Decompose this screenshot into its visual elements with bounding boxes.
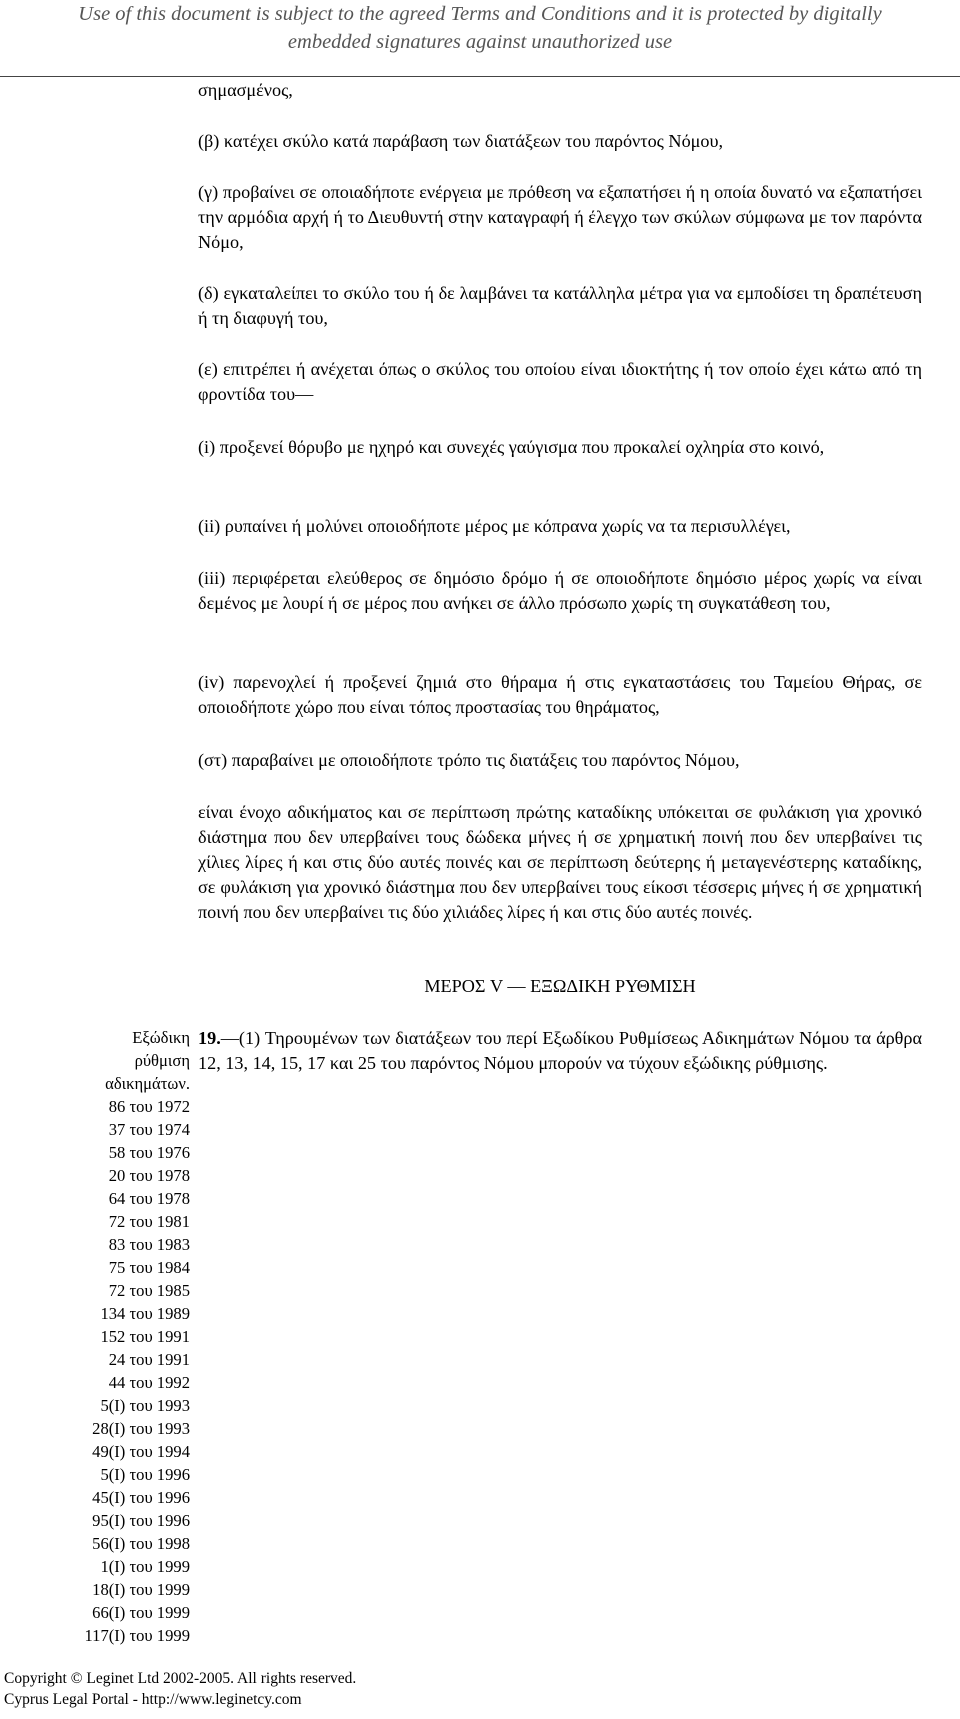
header-notice-line-2: embedded signatures against unauthorized use (287, 31, 673, 53)
section-19-text: —(1) Τηρουμένων των διατάξεων του περί Εξωδίκου Ρυθμίσεως Αδικημάτων Νόμου τα άρθρα 12, 13, 14, 15, 17 και 25 του παρόντος Νόμου μπορούν να τύχουν εξώδικης ρύθμισης. (198, 1028, 922, 1073)
marginal-title-line: αδικημάτων. (105, 1074, 190, 1093)
law-citation: 49(Ι) του 1994 (92, 1442, 190, 1461)
paragraph-e: (ε) επιτρέπει ή ανέχεται όπως ο σκύλος του οποίου είναι ιδιοκτήτης ή τον οποίο έχει κάτω από τη φροντίδα του— (198, 359, 922, 404)
paragraph-st: (στ) παραβαίνει με οποιοδήποτε τρόπο τις διατάξεις του παρόντος Νόμου, (198, 750, 740, 770)
law-citation: 72 του 1981 (108, 1212, 190, 1231)
law-citation: 152 του 1991 (100, 1327, 190, 1346)
paragraph-c: (γ) προβαίνει σε οποιαδήποτε ενέργεια με πρόθεση να εξαπατήσει ή η οποία δυνατό να εξαπατήσει την αρμόδια αρχή ή το Διευθυντή στην καταγραφή ή έλεγχο των σκύλων σύμφωνα με τον παρόντα Νόμο, (198, 182, 922, 252)
law-citation: 28(Ι) του 1993 (92, 1419, 190, 1438)
section-number: 19. (198, 1028, 221, 1048)
paragraph-b: (β) κατέχει σκύλο κατά παράβαση των διατάξεων του παρόντος Νόμου, (198, 131, 724, 151)
law-citation: 134 του 1989 (100, 1304, 190, 1323)
law-citation: 83 του 1983 (108, 1235, 190, 1254)
law-citation: 24 του 1991 (108, 1350, 190, 1369)
footer-portal-link[interactable]: Cyprus Legal Portal - http://www.leginetcy.com (4, 1691, 302, 1708)
subparagraph-ii: (ii) ρυπαίνει ή μολύνει οποιοδήποτε μέρος με κόπρανα χωρίς να τα περισυλλέγει, (198, 516, 791, 536)
law-citation: 64 του 1978 (108, 1189, 190, 1208)
penalty-paragraph: είναι ένοχο αδικήματος και σε περίπτωση πρώτης καταδίκης υπόκειται σε φυλάκιση για χρονικό διάστημα που δεν υπερβαίνει τους δώδεκα μήνες ή σε χρηματική ποινή που δεν υπερβαίνει τις χίλιες λίρες ή και στις δύο αυτές ποινές και σε περίπτωση δεύτερης ή μεταγενέστερης καταδίκης, σε φυλάκιση για χρονικό διάστημα που δεν υπερβαίνει τους είκοσι τέσσερις μήνες ή σε χρηματική ποινή που δεν υπερβαίνει τις δύο χιλιάδες λίρες ή και στις δύο αυτές ποινές. (198, 802, 922, 922)
law-citation: 20 του 1978 (108, 1166, 190, 1185)
document-header (0, 0, 960, 76)
marginal-title-line: Εξώδικη (132, 1028, 190, 1047)
law-citation: 44 του 1992 (108, 1373, 190, 1392)
law-citation: 72 του 1985 (108, 1281, 190, 1300)
subparagraph-i: (i) προξενεί θόρυβο με ηχηρό και συνεχές γαύγισμα που προκαλεί οχληρία στο κοινό, (198, 437, 825, 457)
law-citation: 95(Ι) του 1996 (92, 1511, 190, 1530)
law-citation: 86 του 1972 (108, 1097, 190, 1116)
law-citation: 18(Ι) του 1999 (92, 1580, 190, 1599)
section-19 (198, 1026, 922, 1076)
law-citation: 66(Ι) του 1999 (92, 1603, 190, 1622)
subparagraph-iii: (iii) περιφέρεται ελεύθερος σε δημόσιο δρόμο ή σε οποιοδήποτε δημόσιο μέρος χωρίς να είναι δεμένος με λουρί ή σε μέρος που ανήκει σε άλλο πρόσωπο χωρίς τη συγκατάθεση του, (198, 568, 922, 613)
marginal-note (30, 1026, 190, 1647)
marginal-title-line: ρύθμιση (134, 1051, 190, 1070)
paragraph-a-continuation: σημασμένος, (198, 80, 293, 100)
subparagraph-iv: (iv) παρενοχλεί ή προξενεί ζημιά στο θήραμα ή στις εγκαταστάσεις του Ταμείου Θήρας, σε οποιοδήποτε χώρο που είναι τόπος προστασίας του θηράματος, (198, 672, 922, 717)
law-citation: 1(Ι) του 1999 (100, 1557, 190, 1576)
part-heading: ΜΕΡΟΣ V — ΕΞΩΔΙΚΗ ΡΥΘΜΙΣΗ (424, 976, 696, 996)
header-notice-line-1: Use of this document is subject to the agreed Terms and Conditions and it is protected by digitally (78, 3, 882, 25)
law-citation: 75 του 1984 (108, 1258, 190, 1277)
law-citation: 117(Ι) του 1999 (84, 1626, 190, 1645)
law-citation: 37 του 1974 (108, 1120, 190, 1139)
paragraph-d: (δ) εγκαταλείπει το σκύλο του ή δε λαμβάνει τα κατάλληλα μέτρα για να εμποδίσει τη δραπέτευση ή τη διαφυγή του, (198, 283, 922, 328)
law-citation: 5(Ι) του 1996 (100, 1465, 190, 1484)
document-footer (4, 1668, 356, 1710)
law-citation: 5(Ι) του 1993 (100, 1396, 190, 1415)
law-citation: 56(Ι) του 1998 (92, 1534, 190, 1553)
footer-copyright: Copyright © Leginet Ltd 2002-2005. All rights reserved. (4, 1670, 357, 1687)
law-citation: 45(Ι) του 1996 (92, 1488, 190, 1507)
law-citation: 58 του 1976 (108, 1143, 190, 1162)
header-divider (0, 76, 960, 77)
